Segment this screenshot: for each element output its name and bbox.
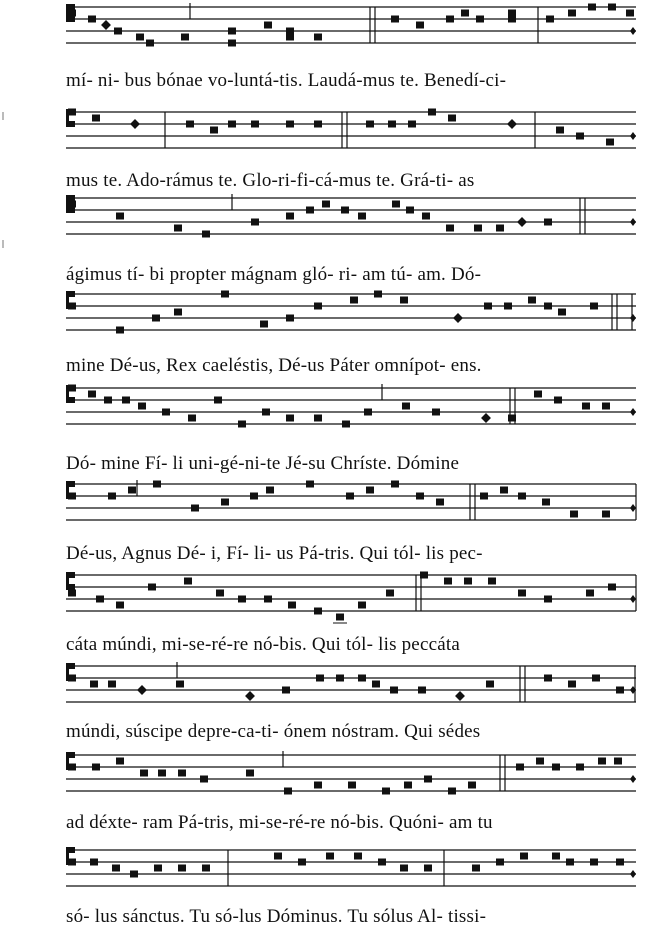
punctum-note — [138, 403, 146, 410]
punctum-note — [366, 487, 374, 494]
punctum-note — [286, 213, 294, 220]
punctum-note — [516, 764, 524, 771]
punctum-note — [568, 681, 576, 688]
punctum-note — [424, 776, 432, 783]
punctum-note — [200, 776, 208, 783]
punctum-note — [391, 481, 399, 488]
punctum-note — [68, 10, 76, 17]
punctum-note — [128, 487, 136, 494]
punctum-note — [174, 225, 182, 232]
punctum-note — [408, 121, 416, 128]
punctum-note — [626, 10, 634, 17]
punctum-note — [88, 16, 96, 23]
c-clef-icon — [69, 584, 75, 590]
punctum-note — [424, 865, 432, 872]
punctum-note — [358, 602, 366, 609]
custos-icon — [630, 504, 636, 512]
punctum-note — [382, 788, 390, 795]
punctum-note — [153, 481, 161, 488]
lyric-line-10: só- lus sánctus. Tu só-lus Dóminus. Tu sólus Al- tissi- — [66, 906, 487, 927]
punctum-note — [214, 397, 222, 404]
punctum-note — [341, 207, 349, 214]
lyric-line-2: mus te. Ado-rámus te. Glo-ri-fi-cá-mus te. Grá-ti- as — [66, 170, 475, 191]
punctum-note — [358, 675, 366, 682]
punctum-note — [372, 681, 380, 688]
punctum-note — [388, 121, 396, 128]
c-clef-icon — [69, 397, 75, 403]
punctum-note — [364, 409, 372, 416]
punctum-note — [544, 303, 552, 310]
punctum-note — [238, 421, 246, 428]
punctum-note — [568, 10, 576, 17]
punctum-note — [374, 291, 382, 298]
punctum-note — [468, 782, 476, 789]
punctum-note — [178, 865, 186, 872]
punctum-note — [400, 297, 408, 304]
punctum-note — [504, 303, 512, 310]
punctum-note — [262, 409, 270, 416]
punctum-note — [464, 578, 472, 585]
lyric-line-5: Dó- mine Fí- li uni-gé-ni-te Jé-su Chríste. Dómine — [66, 453, 460, 474]
punctum-note — [298, 859, 306, 866]
punctum-note — [416, 493, 424, 500]
punctum-note — [286, 34, 294, 41]
punctum-note — [158, 770, 166, 777]
punctum-note — [96, 596, 104, 603]
punctum-note — [181, 34, 189, 41]
punctum-note — [586, 590, 594, 597]
punctum-note — [264, 22, 272, 29]
c-clef-icon — [69, 16, 75, 22]
punctum-note — [68, 764, 76, 771]
punctum-note — [488, 578, 496, 585]
punctum-note — [116, 758, 124, 765]
lyric-line-3: ágimus tí- bi propter mágnam gló- ri- am tú- am. Dó- — [66, 264, 482, 285]
punctum-note — [608, 584, 616, 591]
punctum-note — [68, 590, 76, 597]
punctum-note — [546, 16, 554, 23]
punctum-note — [148, 584, 156, 591]
rhombus-note — [455, 691, 465, 701]
punctum-note — [576, 133, 584, 140]
punctum-note — [116, 602, 124, 609]
rhombus-note — [101, 20, 111, 30]
punctum-note — [90, 859, 98, 866]
punctum-note — [162, 409, 170, 416]
punctum-note — [246, 770, 254, 777]
punctum-note — [602, 403, 610, 410]
punctum-note — [480, 493, 488, 500]
punctum-note — [184, 578, 192, 585]
punctum-note — [316, 675, 324, 682]
punctum-note — [544, 596, 552, 603]
punctum-note — [68, 201, 76, 208]
rhombus-note — [130, 119, 140, 129]
punctum-note — [484, 303, 492, 310]
punctum-note — [176, 681, 184, 688]
c-clef-icon — [69, 291, 75, 297]
punctum-note — [221, 291, 229, 298]
punctum-note — [251, 121, 259, 128]
punctum-note — [342, 421, 350, 428]
punctum-note — [556, 127, 564, 134]
punctum-note — [326, 853, 334, 860]
c-clef-icon — [69, 572, 75, 578]
punctum-note — [422, 213, 430, 220]
punctum-note — [461, 10, 469, 17]
punctum-note — [202, 231, 210, 238]
margin-mark — [2, 240, 4, 248]
punctum-note — [378, 859, 386, 866]
punctum-note — [558, 309, 566, 316]
punctum-note — [392, 201, 400, 208]
punctum-note — [542, 499, 550, 506]
punctum-note — [518, 590, 526, 597]
punctum-note — [390, 687, 398, 694]
punctum-note — [350, 297, 358, 304]
punctum-note — [286, 315, 294, 322]
punctum-note — [444, 578, 452, 585]
punctum-note — [418, 687, 426, 694]
c-clef-icon — [69, 663, 75, 669]
punctum-note — [614, 758, 622, 765]
punctum-note — [284, 788, 292, 795]
margin-mark — [2, 112, 4, 120]
punctum-note — [436, 499, 444, 506]
punctum-note — [88, 391, 96, 398]
rhombus-note — [481, 413, 491, 423]
punctum-note — [251, 219, 259, 226]
punctum-note — [428, 109, 436, 116]
lyric-line-9: ad déxte- ram Pá-tris, mi-se-ré-re nó-bis. Quóni- am tu — [66, 812, 493, 833]
punctum-note — [518, 493, 526, 500]
punctum-note — [152, 315, 160, 322]
punctum-note — [210, 127, 218, 134]
punctum-note — [432, 409, 440, 416]
punctum-note — [314, 782, 322, 789]
punctum-note — [90, 681, 98, 688]
punctum-note — [366, 121, 374, 128]
punctum-note — [552, 853, 560, 860]
punctum-note — [391, 16, 399, 23]
punctum-note — [108, 681, 116, 688]
punctum-note — [282, 687, 290, 694]
punctum-note — [472, 865, 480, 872]
c-clef-icon — [69, 847, 75, 853]
punctum-note — [114, 28, 122, 35]
punctum-note — [552, 764, 560, 771]
punctum-note — [598, 758, 606, 765]
punctum-note — [474, 225, 482, 232]
punctum-note — [286, 28, 294, 35]
punctum-note — [496, 225, 504, 232]
punctum-note — [570, 511, 578, 518]
punctum-note — [590, 303, 598, 310]
punctum-note — [448, 115, 456, 122]
punctum-note — [108, 493, 116, 500]
punctum-note — [122, 397, 130, 404]
punctum-note — [508, 16, 516, 23]
punctum-note — [606, 139, 614, 146]
punctum-note — [616, 859, 624, 866]
c-clef-icon — [69, 752, 75, 758]
punctum-note — [386, 590, 394, 597]
punctum-note — [68, 385, 76, 392]
punctum-note — [354, 853, 362, 860]
punctum-note — [520, 853, 528, 860]
punctum-note — [616, 687, 624, 694]
punctum-note — [576, 764, 584, 771]
punctum-note — [266, 487, 274, 494]
punctum-note — [446, 225, 454, 232]
punctum-note — [608, 4, 616, 11]
punctum-note — [186, 121, 194, 128]
punctum-note — [602, 511, 610, 518]
punctum-note — [92, 115, 100, 122]
lyric-line-1: mí- ni- bus bónae vo-luntá-tis. Laudá-mus te. Benedí-ci- — [66, 70, 507, 91]
punctum-note — [314, 121, 322, 128]
punctum-note — [68, 675, 76, 682]
rhombus-note — [137, 685, 147, 695]
punctum-note — [348, 782, 356, 789]
custos-icon — [630, 870, 636, 878]
punctum-note — [116, 213, 124, 220]
punctum-note — [500, 487, 508, 494]
punctum-note — [416, 22, 424, 29]
punctum-note — [228, 40, 236, 47]
punctum-note — [544, 675, 552, 682]
punctum-note — [314, 303, 322, 310]
punctum-note — [314, 608, 322, 615]
punctum-note — [68, 109, 76, 116]
punctum-note — [136, 34, 144, 41]
rhombus-note — [245, 691, 255, 701]
punctum-note — [140, 770, 148, 777]
custos-icon — [630, 27, 636, 35]
punctum-note — [286, 121, 294, 128]
custos-icon — [630, 775, 636, 783]
punctum-note — [400, 865, 408, 872]
punctum-note — [92, 764, 100, 771]
punctum-note — [358, 213, 366, 220]
punctum-note — [130, 871, 138, 878]
c-clef-icon — [69, 195, 75, 201]
punctum-note — [228, 121, 236, 128]
punctum-note — [116, 327, 124, 334]
punctum-note — [336, 614, 344, 621]
punctum-note — [566, 859, 574, 866]
punctum-note — [68, 859, 76, 866]
punctum-note — [402, 403, 410, 410]
punctum-note — [306, 481, 314, 488]
rhombus-note — [517, 217, 527, 227]
custos-icon — [630, 218, 636, 226]
punctum-note — [592, 675, 600, 682]
punctum-note — [448, 788, 456, 795]
punctum-note — [544, 219, 552, 226]
lyric-line-4: mine Dé-us, Rex caeléstis, Dé-us Páter omnípot- ens. — [66, 355, 482, 376]
punctum-note — [286, 415, 294, 422]
rhombus-note — [453, 313, 463, 323]
punctum-note — [528, 297, 536, 304]
c-clef-icon — [69, 121, 75, 127]
punctum-note — [406, 207, 414, 214]
punctum-note — [476, 16, 484, 23]
punctum-note — [314, 34, 322, 41]
custos-icon — [630, 314, 636, 322]
clef-stem — [66, 572, 69, 590]
punctum-note — [202, 865, 210, 872]
custos-icon — [630, 595, 636, 603]
punctum-note — [174, 309, 182, 316]
punctum-note — [216, 590, 224, 597]
punctum-note — [154, 865, 162, 872]
punctum-note — [188, 415, 196, 422]
lyric-line-7: cáta múndi, mi-se-ré-re nó-bis. Qui tól- lis peccáta — [66, 634, 460, 655]
lyric-line-6: Dé-us, Agnus Dé- i, Fí- li- us Pá-tris. Qui tól- lis pec- — [66, 543, 483, 564]
punctum-note — [68, 493, 76, 500]
punctum-note — [346, 493, 354, 500]
punctum-note — [250, 493, 258, 500]
punctum-note — [496, 859, 504, 866]
punctum-note — [404, 782, 412, 789]
punctum-note — [228, 28, 236, 35]
punctum-note — [146, 40, 154, 47]
punctum-note — [336, 675, 344, 682]
c-clef-icon — [69, 481, 75, 487]
punctum-note — [314, 415, 322, 422]
punctum-note — [260, 321, 268, 328]
punctum-note — [486, 681, 494, 688]
punctum-note — [590, 859, 598, 866]
punctum-note — [554, 397, 562, 404]
punctum-note — [68, 303, 76, 310]
custos-icon — [630, 132, 636, 140]
punctum-note — [582, 403, 590, 410]
custos-icon — [630, 408, 636, 416]
punctum-note — [508, 10, 516, 17]
punctum-note — [306, 207, 314, 214]
punctum-note — [288, 602, 296, 609]
c-clef-icon — [69, 4, 75, 10]
punctum-note — [588, 4, 596, 11]
punctum-note — [446, 16, 454, 23]
punctum-note — [221, 499, 229, 506]
punctum-note — [534, 391, 542, 398]
punctum-note — [264, 596, 272, 603]
c-clef-icon — [69, 207, 75, 213]
punctum-note — [536, 758, 544, 765]
lyric-line-8: múndi, súscipe depre-ca-ti- ónem nóstram. Qui sédes — [66, 721, 481, 742]
punctum-note — [191, 505, 199, 512]
punctum-note — [274, 853, 282, 860]
rhombus-note — [507, 119, 517, 129]
punctum-note — [238, 596, 246, 603]
punctum-note — [178, 770, 186, 777]
punctum-note — [104, 397, 112, 404]
punctum-note — [322, 201, 330, 208]
punctum-note — [112, 865, 120, 872]
